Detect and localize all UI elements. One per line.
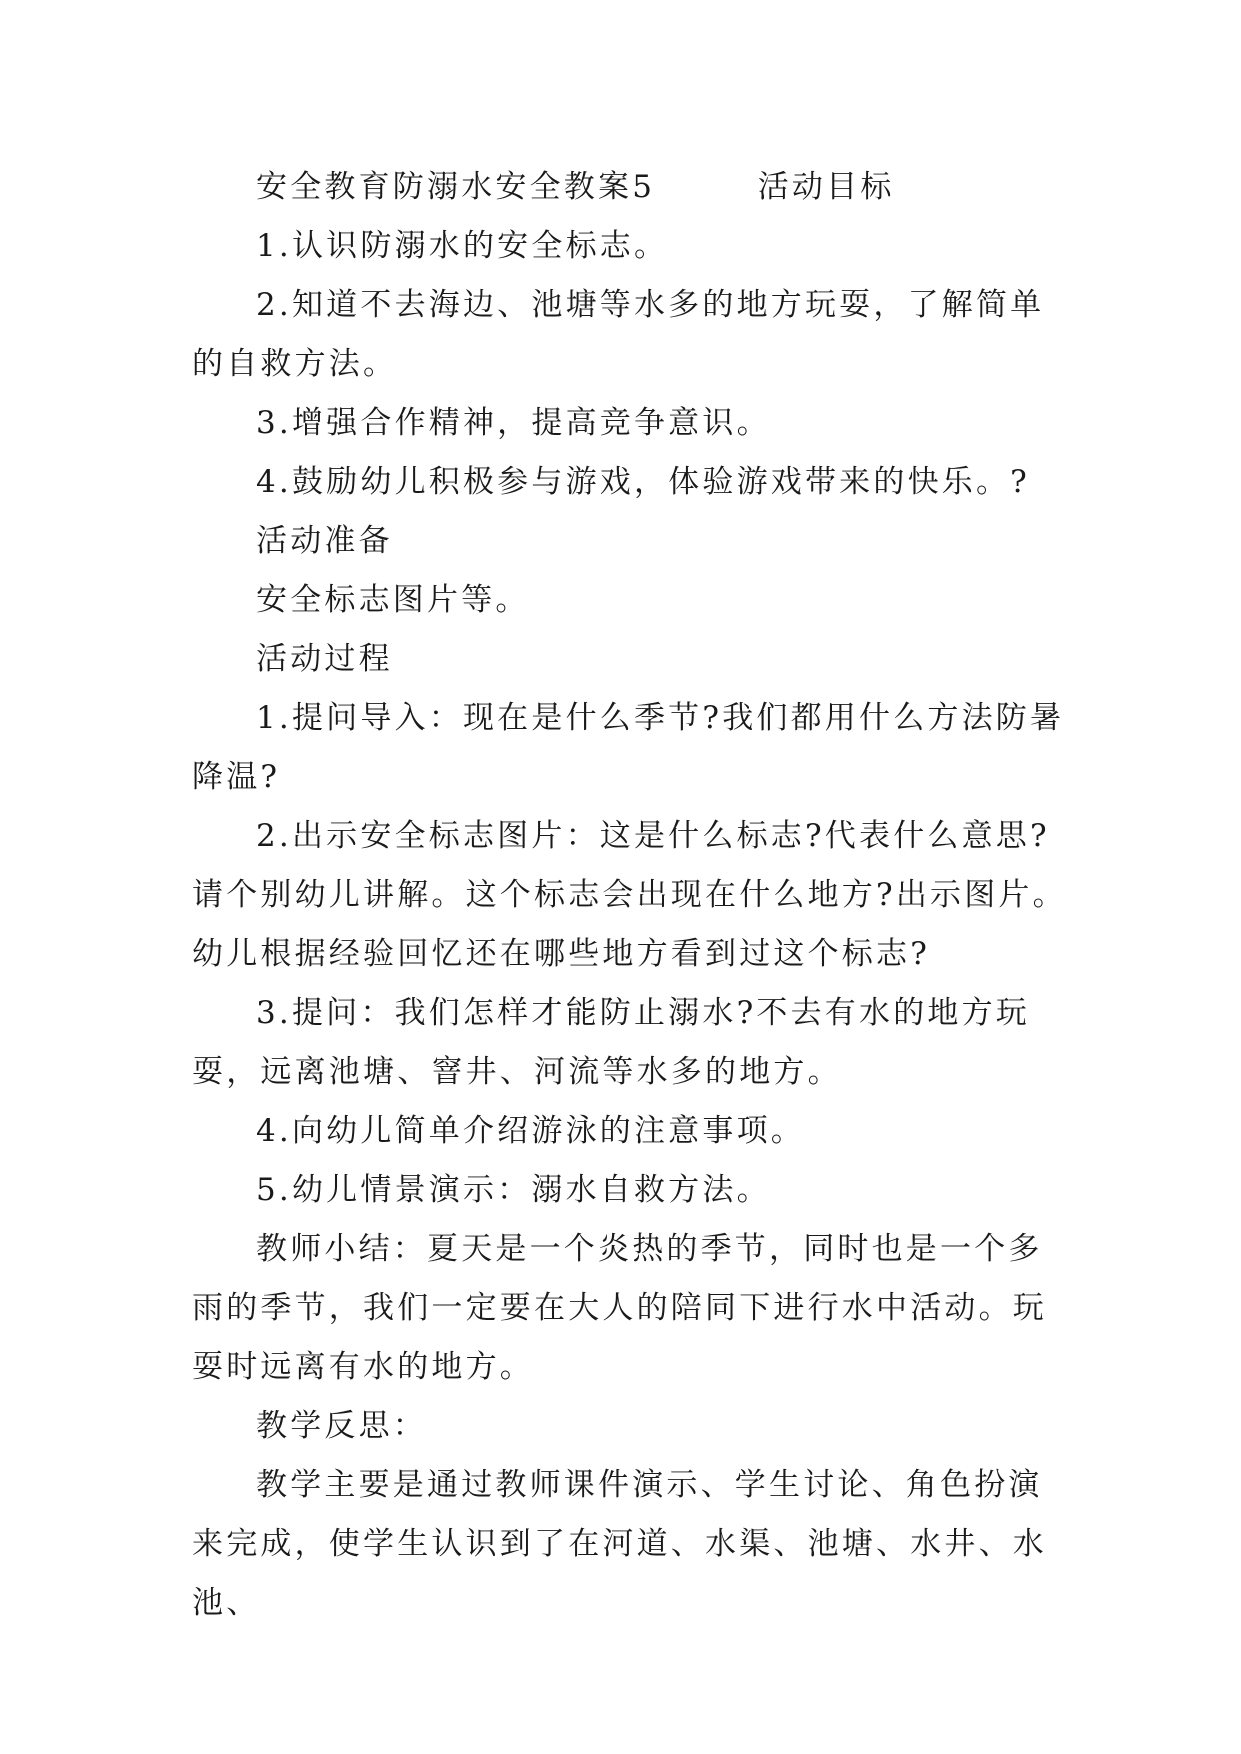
paragraph-goal-3: 3.增强合作精神，提高竞争意识。 xyxy=(256,405,771,441)
document-body xyxy=(192,158,1072,1633)
paragraph-process-3: 3.提问：我们怎样才能防止溺水?不去有水的地方玩耍，远离池塘、窨井、河流等水多的地方。 xyxy=(192,995,1030,1090)
paragraph-preparation: 安全标志图片等。 xyxy=(256,582,530,618)
paragraph-process-5: 5.幼儿情景演示：溺水自救方法。 xyxy=(256,1172,771,1208)
paragraph-process-1: 1.提问导入：现在是什么季节?我们都用什么方法防暑降温? xyxy=(192,700,1065,795)
section-heading-reflection: 教学反思： xyxy=(256,1408,427,1444)
document-title-line: 安全教育防溺水安全教案5 活动目标 xyxy=(256,169,895,205)
paragraph-goal-4: 4.鼓励幼儿积极参与游戏，体验游戏带来的快乐。? xyxy=(256,464,1030,500)
section-heading-process: 活动过程 xyxy=(256,641,393,677)
paragraph-goal-2: 2.知道不去海边、池塘等水多的地方玩耍，了解简单的自救方法。 xyxy=(192,287,1045,382)
paragraph-process-2: 2.出示安全标志图片：这是什么标志?代表什么意思?请个别幼儿讲解。这个标志会出现在什么地方?出示图片。幼儿根据经验回忆还在哪些地方看到过这个标志? xyxy=(192,818,1067,972)
paragraph-reflection: 教学主要是通过教师课件演示、学生讨论、角色扮演来完成，使学生认识到了在河道、水渠、池塘、水井、水池、 xyxy=(192,1467,1047,1621)
paragraph-teacher-summary: 教师小结：夏天是一个炎热的季节，同时也是一个多雨的季节，我们一定要在大人的陪同下进行水中活动。玩耍时远离有水的地方。 xyxy=(192,1231,1047,1385)
paragraph-goal-1: 1.认识防溺水的安全标志。 xyxy=(256,228,669,264)
paragraph-process-4: 4.向幼儿简单介绍游泳的注意事项。 xyxy=(256,1113,805,1149)
section-heading-preparation: 活动准备 xyxy=(256,523,393,559)
